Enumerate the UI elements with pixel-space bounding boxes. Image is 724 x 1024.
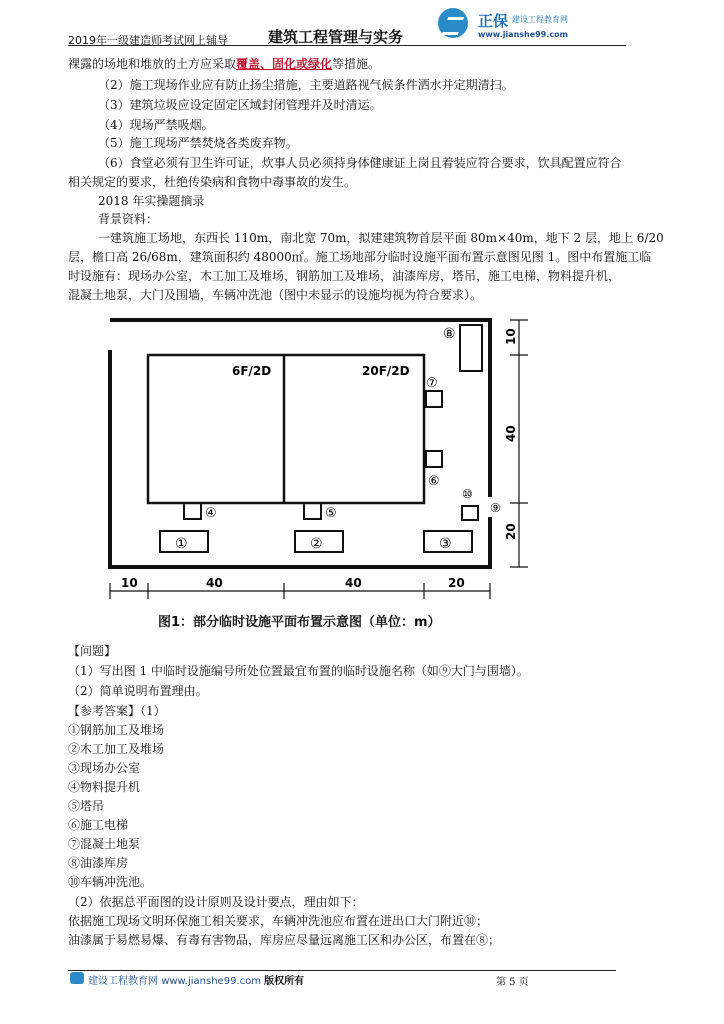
paragraph-line: （4）现场严禁吸烟。 — [98, 118, 214, 132]
facility-7-box — [426, 391, 442, 407]
facility-6-label: ⑥ — [428, 474, 440, 489]
dim-right-bottom: 20 — [504, 523, 518, 540]
facility-10-label: ⑩ — [462, 487, 473, 501]
paragraph-line: 层，檐口高 26/68m，建筑面积约 48000㎡。施工场地部分临时设施平面布置示意图见图 1。图中布置施工临 — [68, 250, 652, 264]
reason-line: 依据施工现场文明环保施工相关要求，车辆冲洗池应布置在进出口大门附近⑩； — [68, 914, 489, 928]
facility-4-box — [184, 503, 201, 519]
question-2: （2）简单说明布置理由。 — [68, 684, 208, 698]
reason-line: 油漆属于易燃易爆、有毒有害物品，库房应尽量远离施工区和办公区，布置在⑧； — [68, 933, 501, 947]
answer-item: ⑩车辆冲洗池。 — [68, 875, 153, 889]
figure-caption: 图1：部分临时设施平面布置示意图（单位：m） — [158, 615, 441, 630]
paragraph-line: 混凝土地泵，大门及围墙，车辆冲洗池（图中未显示的设施均视为符合要求）。 — [68, 288, 483, 302]
paragraph-line: （2）施工现场作业应有防止扬尘措施，主要道路视气候条件洒水并定期清扫。 — [98, 78, 514, 92]
header-url: www.jianshe99.com — [478, 30, 568, 39]
footer-divider — [68, 970, 616, 971]
footer-copyright: 建设工程教育网 www.jianshe99.com 版权所有 — [88, 976, 305, 987]
facility-5-label: ⑤ — [325, 506, 337, 521]
paragraph-line: 相关规定的要求，杜绝传染病和食物中毒事故的发生。 — [68, 175, 357, 189]
dim-bottom-1: 10 — [121, 576, 138, 590]
building-left-label: 6F/2D — [232, 364, 272, 378]
answer-item: ②木工加工及堆场 — [68, 742, 165, 756]
answer-item: ③现场办公室 — [68, 761, 141, 775]
paragraph-line: （3）建筑垃圾应设定固定区域封闭管理并及时清运。 — [98, 98, 382, 112]
page-number: 第 5 页 — [496, 977, 529, 988]
facility-3-label: ③ — [439, 536, 452, 552]
answer-item: ①钢筋加工及堆场 — [68, 723, 165, 737]
answer-item: ⑧油漆库房 — [68, 856, 129, 870]
facility-9-label: ⑨ — [490, 501, 501, 515]
paragraph-line: 背景资料： — [98, 212, 159, 226]
facility-8-box — [460, 325, 482, 371]
paragraph-line: 裸露的场地和堆放的土方应采取覆盖、固化或绿化等措施。 — [68, 57, 381, 71]
brand-name: 正保 — [478, 12, 509, 30]
paragraph-line: 一建筑施工场地，东西长 110m，南北宽 70m，拟建建筑物首层平面 80m×40m，地下 2 层，地上 6/20 — [98, 231, 664, 245]
facility-4-label: ④ — [205, 506, 217, 521]
footer-url[interactable]: www.jianshe99.com — [161, 976, 261, 987]
facility-6-box — [426, 451, 442, 467]
dim-bottom-3: 40 — [345, 576, 362, 590]
section-heading: 2018 年实操题摘录 — [98, 194, 205, 208]
building-right-label: 20F/2D — [362, 364, 410, 378]
questions-heading: 【问题】 — [68, 644, 117, 658]
answer-item: ⑦混凝土地泵 — [68, 837, 141, 851]
site-boundary-wall — [110, 320, 490, 567]
facility-8-label: ⑧ — [443, 326, 456, 342]
facility-7-label: ⑦ — [426, 376, 438, 391]
paragraph-line: （6）食堂必须有卫生许可证，炊事人员必须持身体健康证上岗且着装应符合要求，饮具配置应符合 — [98, 156, 622, 170]
answer-heading: 【参考答案】（1） — [68, 704, 166, 718]
highlighted-text: 覆盖、固化或绿化 — [236, 57, 333, 71]
dim-bottom-4: 20 — [448, 576, 465, 590]
paragraph-line: 时设施有：现场办公室，木工加工及堆场，钢筋加工及堆场，油漆库房，塔吊，施工电梯，物料提升机， — [68, 269, 621, 283]
answer-item: ⑤塔吊 — [68, 799, 105, 813]
question-1: （1）写出图 1 中临时设施编号所处位置最宜布置的临时设施名称（如⑨大门与围墙）。 — [68, 664, 529, 678]
answer-item: ④物料提升机 — [68, 780, 141, 794]
facility-10-box — [462, 506, 478, 520]
dim-right-middle: 40 — [504, 425, 518, 442]
facility-5-box — [304, 503, 321, 519]
dim-bottom-2: 40 — [206, 576, 223, 590]
answer-item: ⑥施工电梯 — [68, 818, 129, 832]
dim-right-top: 10 — [504, 328, 518, 345]
header-exam-title: 2019年一级建造师考试网上辅导 — [68, 34, 228, 47]
paragraph-line: （5）施工现场严禁焚烧各类废弃物。 — [98, 136, 298, 150]
reason-intro: （2）依据总平面图的设计原则及设计要点，理由如下： — [68, 895, 364, 909]
facility-2-label: ② — [310, 536, 323, 552]
facility-1-label: ① — [175, 536, 188, 552]
brand-subtitle: 建设工程教育网 — [512, 15, 568, 24]
footer-logo-icon — [70, 972, 84, 984]
header-subject-title: 建筑工程管理与实务 — [268, 28, 404, 46]
